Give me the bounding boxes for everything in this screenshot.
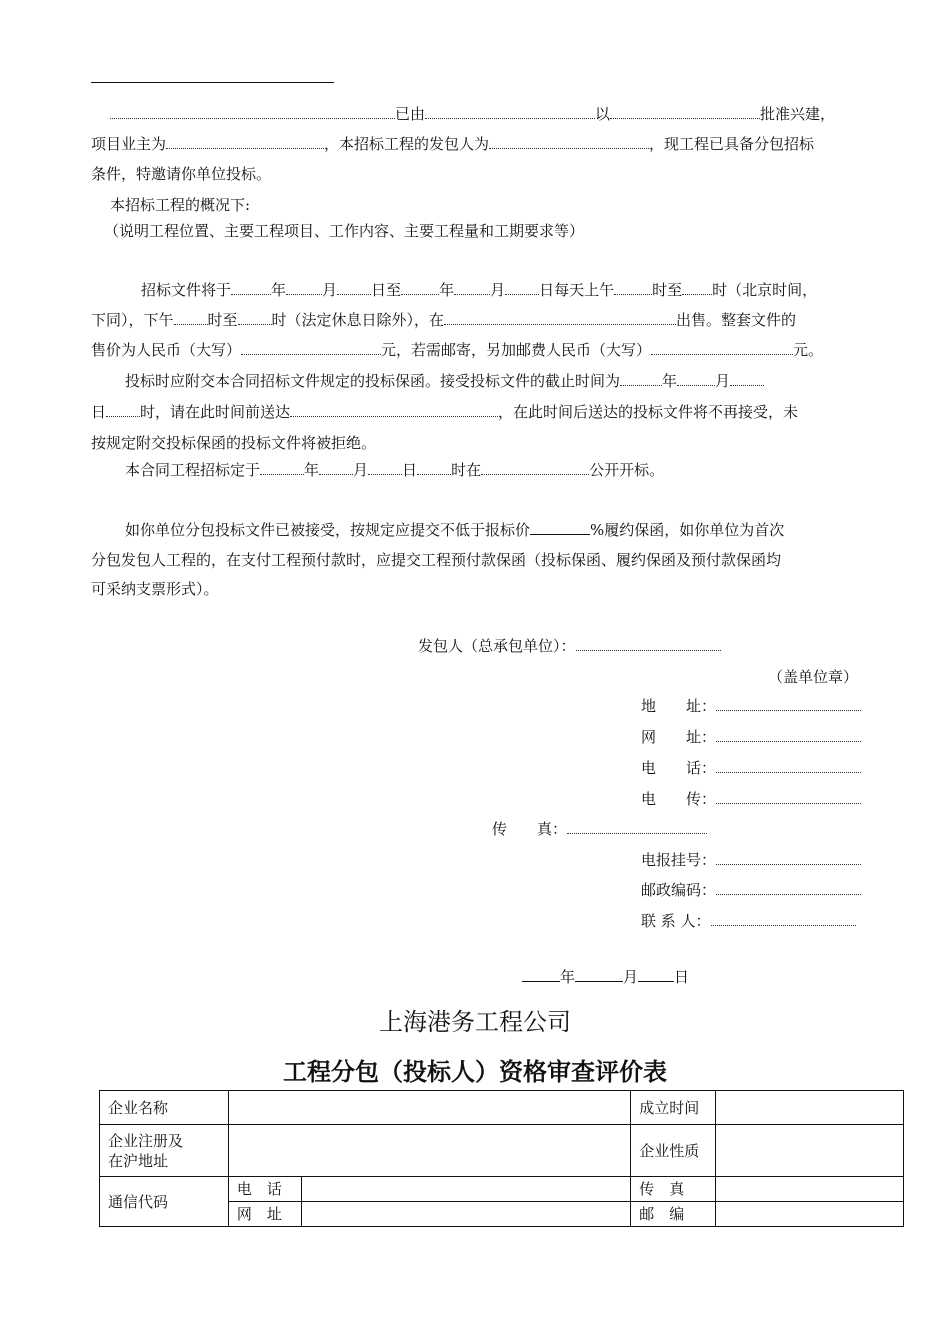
- label-established: 成立时间: [631, 1091, 716, 1125]
- blank-project-name[interactable]: [110, 106, 395, 119]
- value-established[interactable]: [716, 1091, 904, 1125]
- blank-contractor[interactable]: [489, 136, 649, 149]
- blank-deadline-year[interactable]: [620, 373, 662, 386]
- blank-sale-start-day[interactable]: [337, 282, 371, 295]
- para-approval-line1: 已由 以 批准兴建，: [110, 104, 835, 124]
- blank-deadline-hour[interactable]: [106, 404, 140, 417]
- value-nature[interactable]: [716, 1125, 904, 1177]
- para-guarantee-line3: 可采纳支票形式）。: [91, 580, 219, 598]
- label-comm-code: 通信代码: [100, 1177, 229, 1227]
- qualification-table: [99, 1090, 904, 1227]
- blank-opening-year[interactable]: [260, 462, 304, 475]
- blank-pm-start[interactable]: [174, 312, 208, 325]
- value-website[interactable]: [301, 1202, 631, 1227]
- blank-am-start[interactable]: [614, 282, 652, 295]
- blank-telex[interactable]: [716, 791, 861, 804]
- label-website: 网 址: [228, 1202, 301, 1227]
- value-post[interactable]: [716, 1202, 904, 1227]
- para-guarantee-line1: 如你单位分包投标文件已被接受，按规定应提交不低于报标价 %履约保函，如你单位为首次: [125, 521, 785, 539]
- contact-person: 联 系 人：: [641, 911, 856, 931]
- signature-date: 年 月 日: [522, 967, 689, 987]
- issuer-line: 发包人（总承包单位）：: [418, 636, 721, 656]
- contact-phone: 电 话：: [641, 758, 861, 778]
- blank-sale-start-month[interactable]: [286, 282, 322, 295]
- blank-phone[interactable]: [716, 760, 861, 773]
- blank-guarantee-percent[interactable]: [530, 520, 590, 535]
- contact-website: 网 址：: [641, 727, 861, 747]
- blank-sign-year[interactable]: [522, 967, 560, 982]
- para-opening: 本合同工程招标定于 年 月 日 时在 公开开标。: [125, 461, 665, 479]
- para-approval-line3: 条件，特邀请你单位投标。: [91, 165, 272, 183]
- label-nature: 企业性质: [631, 1125, 716, 1177]
- contact-postcode: 邮政编码：: [641, 880, 861, 900]
- contact-telex: 电 传：: [641, 789, 861, 809]
- para-sale-line1: 招标文件将于 年 月 日至 年 月 日每天上午 时至 时（北京时间，: [141, 281, 818, 299]
- blank-owner[interactable]: [166, 136, 324, 149]
- para-deadline-line3: 按规定附交投标保函的投标文件将被拒绝。: [91, 434, 377, 452]
- para-sale-line2: 下同），下午 时至 时（法定休息日除外），在 出售。整套文件的: [91, 311, 797, 329]
- label-phone: 电 话: [228, 1177, 301, 1202]
- blank-am-end[interactable]: [682, 282, 712, 295]
- blank-pm-end[interactable]: [238, 312, 272, 325]
- blank-price[interactable]: [241, 342, 381, 355]
- blank-opening-day[interactable]: [368, 462, 402, 475]
- blank-opening-place[interactable]: [481, 462, 589, 475]
- contact-telegraph: 电报挂号：: [641, 850, 861, 870]
- blank-website[interactable]: [716, 729, 861, 742]
- overview-note: （说明工程位置、主要工程项目、工作内容、主要工程量和工期要求等）: [104, 222, 585, 240]
- label-post: 邮 编: [631, 1202, 716, 1227]
- blank-sign-day[interactable]: [638, 967, 674, 982]
- contact-address: 地 址：: [641, 696, 861, 716]
- value-phone[interactable]: [301, 1177, 631, 1202]
- blank-sale-location[interactable]: [444, 312, 676, 325]
- company-name: 上海港务工程公司: [379, 1008, 571, 1036]
- value-company-name[interactable]: [228, 1091, 630, 1125]
- header-rule: [91, 82, 334, 83]
- value-fax[interactable]: [716, 1177, 904, 1202]
- blank-telegraph[interactable]: [716, 852, 861, 865]
- para-guarantee-line2: 分包发包人工程的，在支付工程预付款时，应提交工程预付款保函（投标保函、履约保函及预付款保函均: [91, 551, 782, 569]
- table-row: [100, 1177, 904, 1202]
- blank-fax[interactable]: [567, 821, 707, 834]
- blank-postage[interactable]: [651, 342, 793, 355]
- blank-issuer[interactable]: [576, 638, 721, 651]
- blank-approver[interactable]: [425, 106, 595, 119]
- blank-opening-month[interactable]: [319, 462, 353, 475]
- form-title: 工程分包（投标人）资格审查评价表: [283, 1058, 667, 1086]
- blank-deliver-to[interactable]: [290, 404, 498, 417]
- blank-postcode[interactable]: [716, 882, 861, 895]
- blank-sign-month[interactable]: [575, 967, 623, 982]
- blank-sale-start-year[interactable]: [231, 282, 271, 295]
- blank-contact[interactable]: [711, 913, 856, 926]
- para-approval-line2: 项目业主为 ，本招标工程的发包人为 ，现工程已具备分包招标: [91, 135, 815, 153]
- value-registered-address[interactable]: [228, 1125, 630, 1177]
- blank-sale-end-year[interactable]: [401, 282, 439, 295]
- blank-opening-hour[interactable]: [417, 462, 451, 475]
- blank-approval-doc[interactable]: [610, 106, 760, 119]
- blank-deadline-day[interactable]: [730, 373, 764, 386]
- label-fax: 传 真: [631, 1177, 716, 1202]
- para-deadline-line1: 投标时应附交本合同招标文件规定的投标保函。接受投标文件的截止时间为 年 月: [125, 371, 764, 391]
- blank-sale-end-month[interactable]: [454, 282, 490, 295]
- label-company-name: 企业名称: [100, 1091, 229, 1125]
- label-registered-address: 企业注册及 在沪地址: [100, 1125, 229, 1177]
- para-deadline-line2: 日 时，请在此时间前送达 ，在此时间后送达的投标文件将不再接受，未: [91, 403, 799, 421]
- seal-note: （盖单位章）: [768, 668, 859, 686]
- blank-sale-end-day[interactable]: [505, 282, 539, 295]
- contact-fax: 传 真：: [492, 819, 707, 839]
- blank-deadline-month[interactable]: [677, 373, 715, 386]
- table-row: [100, 1125, 904, 1177]
- para-sale-line3: 售价为人民币（大写） 元，若需邮寄，另加邮费人民币（大写） 元。: [91, 341, 824, 359]
- overview-label: 本招标工程的概况下:: [110, 196, 251, 214]
- table-row: [100, 1091, 904, 1125]
- blank-address[interactable]: [716, 698, 861, 711]
